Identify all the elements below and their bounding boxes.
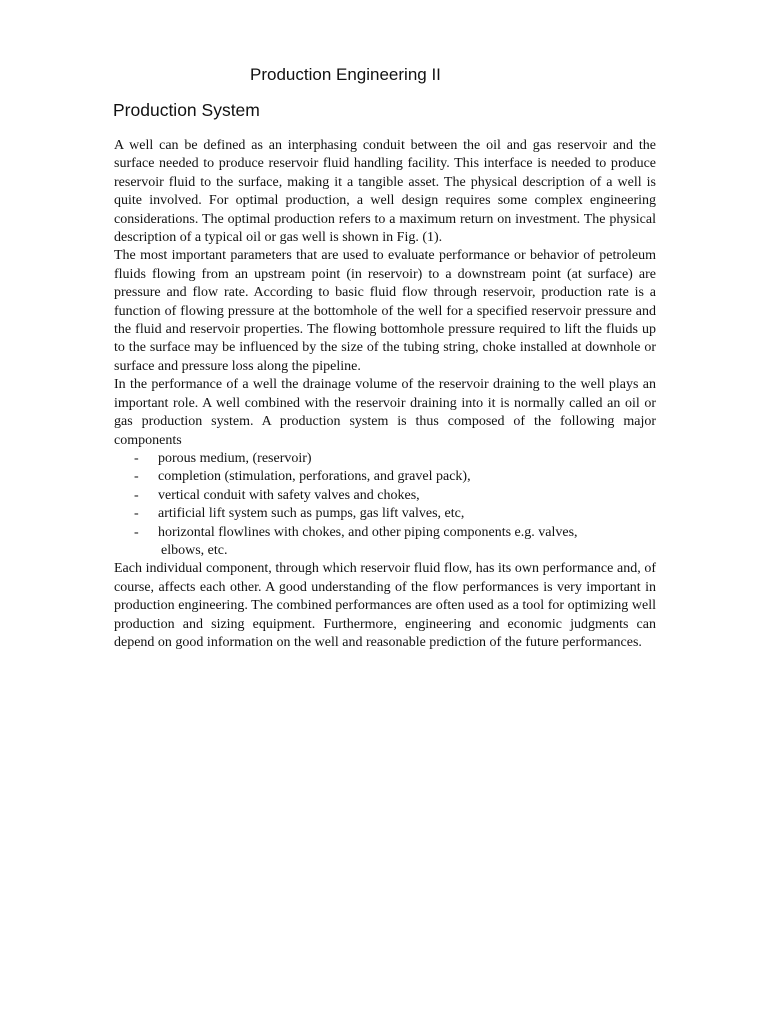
list-dash: - xyxy=(134,450,139,466)
document-body xyxy=(114,137,656,652)
list-item xyxy=(114,468,656,486)
components-list xyxy=(114,450,656,560)
document-title: Production Engineering II xyxy=(250,65,441,84)
list-item-text: completion (stimulation, perforations, and gravel pack), xyxy=(158,469,471,485)
list-item xyxy=(114,450,656,468)
list-item-text: vertical conduit with safety valves and chokes, xyxy=(158,487,420,503)
list-dash: - xyxy=(134,524,139,540)
list-item xyxy=(114,505,656,523)
paragraph-production-system: In the performance of a well the drainage volume of the reservoir draining to the well plays an important role. A well combined with the reservoir draining into it is normally called an oil or gas production system. A production system is thus composed of the following major components xyxy=(114,377,656,448)
list-item-text: porous medium, (reservoir) xyxy=(158,450,312,466)
list-item-text xyxy=(158,524,634,561)
paragraph-component-performance: Each individual component, through which reservoir fluid flow, has its own performance and, of course, affects each other. A good understanding of the flow performances is very important in production engineering. The combined performances are often used as a tool for optimizing well production and sizing equipment. Furthermore, engineering and economic judgments can depend on good information on the well and reasonable prediction of the future performances. xyxy=(114,561,656,650)
paragraph-well-definition: A well can be defined as an interphasing conduit between the oil and gas reservoir and the surface needed to produce reservoir fluid handling facility. This interface is needed to produce reservoir fluid to the surface, making it a tangible asset. The physical description of a well is quite involved. For optimal production, a well design requires some complex engineering considerations. The optimal production refers to a maximum return on investment. The physical description of a typical oil or gas well is shown in Fig. (1). xyxy=(114,138,656,246)
list-item xyxy=(114,524,656,561)
list-item-text: artificial lift system such as pumps, gas lift valves, etc, xyxy=(158,506,465,522)
list-item-line: elbows, etc. xyxy=(161,542,228,558)
list-dash: - xyxy=(134,506,139,522)
list-item xyxy=(114,487,656,505)
list-dash: - xyxy=(134,469,139,485)
paragraph-performance-parameters: The most important parameters that are used to evaluate performance or behavior of petroleum fluids flowing from an upstream point (in reservoir) to a downstream point (at surface) are pressure and flow rate. According to basic fluid flow through reservoir, production rate is a function of flowing pressure at the bottomhole of the well for a specified reservoir pressure and the fluid and reservoir properties. The flowing bottomhole pressure required to lift the fluids up to the surface may be influenced by the size of the tubing string, choke installed at downhole or surface and pressure loss along the pipeline. xyxy=(114,248,656,374)
list-dash: - xyxy=(134,487,139,503)
section-heading: Production System xyxy=(113,100,260,120)
list-item-line: horizontal flowlines with chokes, and other piping components e.g. valves, xyxy=(158,524,578,540)
